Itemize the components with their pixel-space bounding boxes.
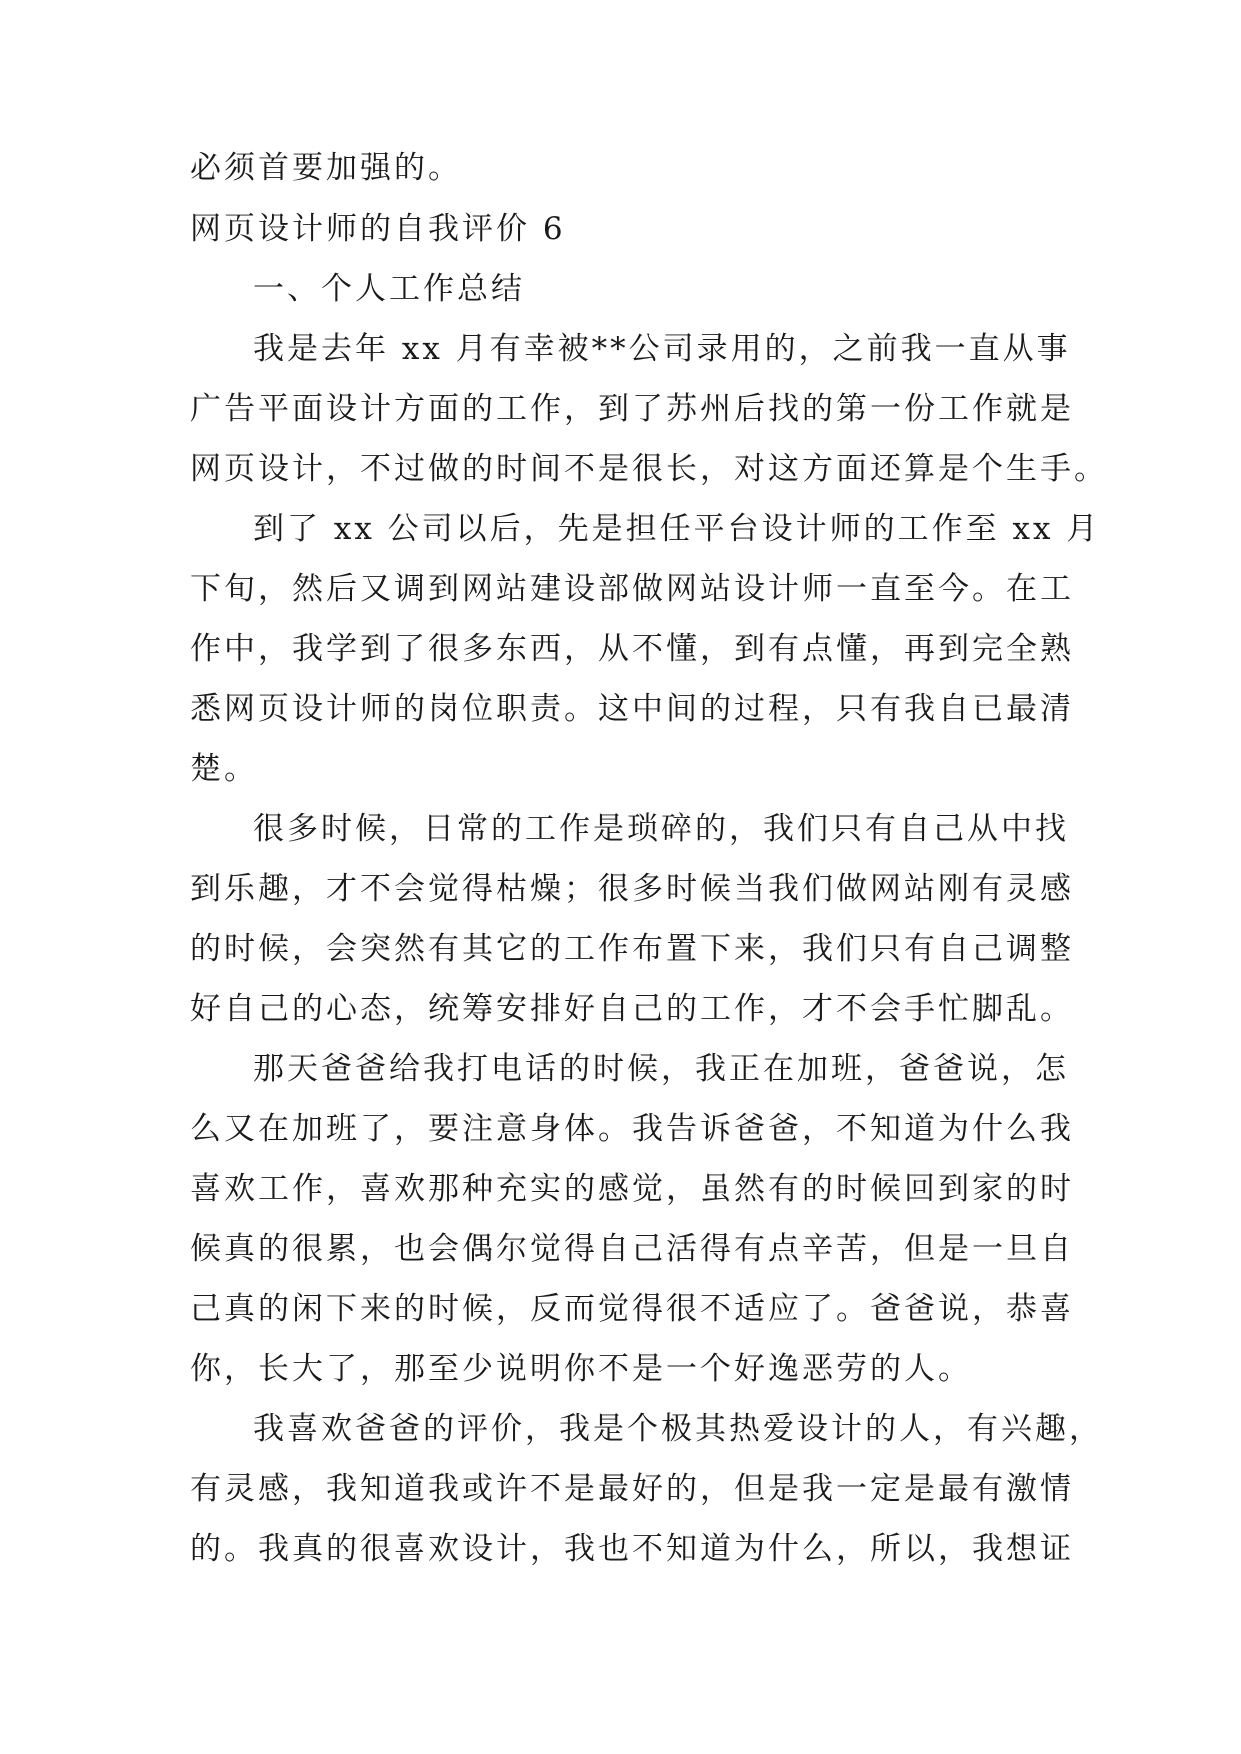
text-line: 很多时候，日常的工作是琐碎的，我们只有自己从中找 (253, 811, 1069, 847)
text-line: 己真的闲下来的时候，反而觉得很不适应了。爸爸说，恭喜 (190, 1291, 1074, 1327)
text-line: 的。我真的很喜欢设计，我也不知道为什么，所以，我想证 (190, 1531, 1074, 1567)
text-line: 下旬，然后又调到网站建设部做网站设计师一直至今。在工 (190, 571, 1074, 607)
text-line: 必须首要加强的。 (190, 150, 462, 186)
text-line: 我是去年 xx 月有幸被**公司录用的，之前我一直从事 (253, 331, 1071, 367)
text-line: 么又在加班了，要注意身体。我告诉爸爸，不知道为什么我 (190, 1111, 1074, 1147)
text-line: 我喜欢爸爸的评价，我是个极其热爱设计的人，有兴趣， (253, 1411, 1103, 1447)
section-heading: 网页设计师的自我评价 6 (190, 211, 566, 247)
subsection-heading: 一、个人工作总结 (253, 271, 525, 307)
text-line: 喜欢工作，喜欢那种充实的感觉，虽然有的时候回到家的时 (190, 1171, 1074, 1207)
text-line: 你，长大了，那至少说明你不是一个好逸恶劳的人。 (190, 1351, 972, 1387)
text-line: 广告平面设计方面的工作，到了苏州后找的第一份工作就是 (190, 391, 1074, 427)
text-line: 楚。 (190, 751, 258, 787)
text-line: 候真的很累，也会偶尔觉得自己活得有点辛苦，但是一旦自 (190, 1231, 1074, 1267)
text-line: 网页设计，不过做的时间不是很长，对这方面还算是个生手。 (190, 451, 1108, 487)
text-line: 的时候，会突然有其它的工作布置下来，我们只有自己调整 (190, 931, 1074, 967)
text-line: 到乐趣，才不会觉得枯燥；很多时候当我们做网站刚有灵感 (190, 871, 1074, 907)
text-line: 悉网页设计师的岗位职责。这中间的过程，只有我自已最清 (190, 691, 1074, 727)
text-line: 到了 xx 公司以后，先是担任平台设计师的工作至 xx 月 (253, 511, 1101, 547)
text-line: 作中，我学到了很多东西，从不懂，到有点懂，再到完全熟 (190, 631, 1074, 667)
text-line: 好自己的心态，统筹安排好自己的工作，才不会手忙脚乱。 (190, 991, 1074, 1027)
text-line: 有灵感，我知道我或许不是最好的，但是我一定是最有激情 (190, 1471, 1074, 1507)
text-line: 那天爸爸给我打电话的时候，我正在加班，爸爸说，怎 (253, 1051, 1069, 1087)
